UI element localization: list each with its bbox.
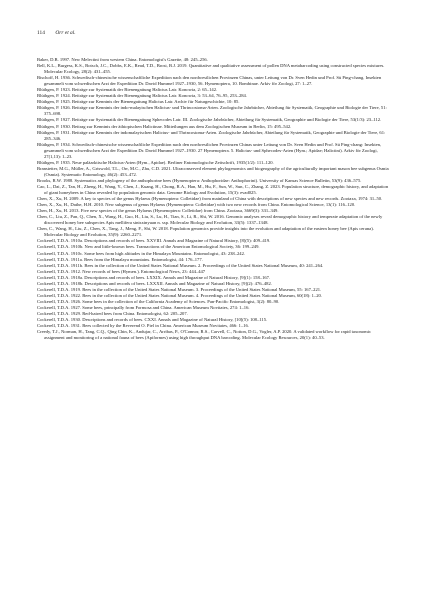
reference-entry: Blüthgen, P. 1924. Beiträge zur Systematik der Bienengattung Halictus Latr. Konowia, 3: 53–64, 76–95, 253–284. xyxy=(37,93,248,99)
reference-entry: Cao, L., Dai, Z., Tan, H., Zheng, H., Wang, Y., Chen, J., Kuang, H., Chong, R.A., Han, M., Hu, F., Sun, W., Sun, C., Zhang, Z. 2023. Population structure, demographic history, and adaptation of giant honeybees in China revealed by population genomic data. Genome Biology and Evolution, 15(3): evad025. xyxy=(37,183,389,196)
reference-entry: Cockerell, T.D.A. 1911b. Bees in the collection of the United States National Museum. 2. Proceedings of the United States National Museum, 40: 241–264. xyxy=(37,262,324,268)
reference-entry: Chen, X., Xu, H. 2009. A key to species of the genus Hylaeus (Hymenoptera: Colletidae) from mainland of China with descriptions of new species and new records. Zootaxa, 1974: 31–50. xyxy=(37,196,383,202)
reference-entry: Cockerell, T.D.A. 1931. Bees collected by the Reverend O. Piel in China. American Museum Novitates, 466: 1–16. xyxy=(37,323,249,329)
reference-entry: Cockerell, T.D.A. 1929. Red-haired bees from China. Entomologist, 62: 205–207. xyxy=(37,310,188,316)
reference-list xyxy=(37,57,392,341)
reference-entry: Cockerell, T.D.A. 1910c. Some bees from high altitudes in the Himalaya Mountains. Entomologist, 43: 238–242. xyxy=(37,250,246,256)
reference-entry: Baker, D.B. 1997. New Melectini from western China. Entomologist's Gazette, 48: 245–256. xyxy=(37,57,208,62)
reference-entry: Cockerell, T.D.A. 1926. Some bees in the collection of the California Academy of Sciences. Pan-Pacific Entomologist, 3(2): 80–90. xyxy=(37,298,280,304)
reference-entry: Cockerell, T.D.A. 1918b. Descriptions and records of bees. LXXXII. Annals and Magazine of Natural History, [9](2): 476–482. xyxy=(37,280,272,286)
reference-entry: Chen, C., Wang, H., Liu, Z., Chen, X., Tang, J., Meng, F., Shi, W. 2018. Population genomics provide insights into the evolution and adaptation of the eastern honey bee (Apis cerana). Molecular Biology and Evolution, 35(9): 2260–2271. xyxy=(37,226,374,238)
reference-entry: Bell, K.L., Burgess, K.S., Botsch, J.C., Dobbs, E.K., Read, T.D., Brosi, B.J. 2019. Quantitative and qualitative assessment of pollen DNA metabarcoding using constructed species mixtures. Molecular Ecology, 28(2): 431–455. xyxy=(37,63,385,75)
reference-entry: Blüthgen, P. 1931. Beiträge zur Kenntnis der indomalayischen Halictus- und Thrincostoma-Arten. Zoologische Jahrbücher, Abteilung für Systematik, Geographie und Biologie der Tiere, 61: 285–346. xyxy=(37,129,386,141)
reference-entry: Cockerell, T.D.A. 1919. Bees in the collection of the United States National Museum. 3. Proceedings of the United States National Museum, 55: 167–221. xyxy=(37,286,322,292)
reference-entry: Chen, X., Xu, H., Dathe, H.H. 2010. New subgenus of genus Hylaeus (Hymenoptera: Colletidae) with two new records from China. Entomological Science, 13(1): 116–120. xyxy=(37,202,356,208)
reference-entry: Blüthgen, P. 1930. Beitrag zur Kenntnis der äthiopischen Halictinae. Mitteilungen aus dem Zoologischen Museum in Berlin, 15: 495–542. xyxy=(37,123,292,129)
reference-entry: Cockerell, T.D.A. 1910a. Descriptions and records of bees. XXVIII. Annals and Magazine of Natural History, [8](5): 409–419. xyxy=(37,238,271,244)
reference-entry: Cockerell, T.D.A. 1912. New records of bees (Hymen.). Entomological News, 23: 444–447 xyxy=(37,268,206,274)
running-head: Orr et al. xyxy=(55,30,76,36)
reference-entry: Creedy, T.J., Norman, H., Tang, C.Q., Qing Chin, K., Andujar, C., Arribas, P., O'Connor, R.S., Carvell, C., Notton, D.G., Vogler, A.P. 2020. A validated workflow for rapid taxonomic assignment and monitoring of a national fauna of bees (Apiformes) using high throughput DNA barcoding. Molecular Ecology Resources, 20(1): 40–53. xyxy=(37,329,372,341)
page-number: 114 xyxy=(37,30,45,36)
reference-entry: Bischoff, H. 1936. Schwedisch-chinesische wissenschaftliche Expedition nach den nordwestlichen Provinzen Chinas, unter Leitung von Dr. Sven Hedin und Prof. Sü Ping-chang. Insekten gesammelt vom schwedischen Arzt der Expedition Dr. David Hummel 1927–1930, 56. Hymenoptera, 10. Bombinae. Arkiv för Zoologi, 27: 1–27. xyxy=(37,75,382,87)
reference-entry: Branstetter, M.G., Müller, A., Griswold, T.L., Orr, M.C., Zhu, C.D. 2021. Ultraconserved element phylogenomics and biogeography of the agriculturally important mason bee subgenus Osmia (Osmia). Systematic Entomology, 46(2): 453–472. xyxy=(37,165,389,177)
reference-entry: Cockerell, T.D.A. 1927. Some bees, principally from Formosa and China. American Museum Novitates, 274: 1–16. xyxy=(37,304,250,310)
reference-entry: Blüthgen, P. 1927. Beiträge zur Systematik der Bienengattung Sphecodes Latr. III. Zoologische Jahrbücher, Abteilung für Systematik, Geographie und Biologie der Tiere, 53(1/3): 23–112. xyxy=(37,117,382,123)
reference-entry: Blüthgen, P. 1923. Beiträge zur Systematik der Bienengattung Halictus Latr. Konowia, 2: 65–142. xyxy=(37,87,218,93)
reference-entry: Chen, H., Xu, H. 2013. Five new species of the genus Hylaeus (Hymenoptera: Colletidae) from China. Zootaxa, 3669(3): 331–349. xyxy=(37,208,279,214)
reference-entry: Cockerell, T.D.A. 1922. Bees in the collection of the United States National Museum. 4. Proceedings of the United States National Museum, 60(18): 1–20. xyxy=(37,292,322,298)
reference-entry: Cockerell, T.D.A. 1930. Descriptions and records of bees. CXXI. Annals and Magazine of Natural History, [10](5): 108–115. xyxy=(37,317,268,323)
reference-entry: Blüthgen, P. 1935. Neue paläarktische Halictus-Arten (Hym., Apidae). Berliner Entomologische Zeitschrift, 1935(1/2): 111–120. xyxy=(37,159,274,165)
reference-entry: Blüthgen, P. 1926. Beiträge zur Kenntnis der indo-malayischen Halictus- und Thrincostoma-Arten. Zoologische Jahrbücher, Abteilung für Systematik, Geographie und Biologie der Tiere, 51: 375–698. xyxy=(37,105,387,117)
reference-entry: Blüthgen, P. 1934. Schwedisch-chinesische wissenschaftliche Expedition nach den nordwestlichen Provinzen Chinas unter Leitung von Dr. Sven Hedin und Prof. Sü Ping-chang: Insekten, gesammelt vom schwedischen Arzt der Expedition Dr. David Hummel 1927–1930. 27 Hymenoptera. 5. Halictus- und Sphecodes-Arten (Hym.; Apidae; Halictini). Arkiv för Zoologi, 27(1,13): 1–23. xyxy=(37,141,382,159)
reference-entry: Cockerell, T.D.A. 1911a. Bees from the Himalaya mountains. Entomologist, 44: 176–177. xyxy=(37,256,203,262)
reference-entry: Cockerell, T.D.A. 1918a. Descriptions and records of bees. LXXIX. Annals and Magazine of Natural History, [9](1): 158–167. xyxy=(37,274,271,280)
page-header xyxy=(37,30,76,36)
reference-entry: Cockerell, T.D.A. 1910b. New and little-known bees. Transactions of the American Entomological Society, 36: 199–249. xyxy=(37,244,260,250)
reference-entry: Brooks, R.W. 1988. Systematics and phylogeny of the anthophorine bees (Hymenoptera: Anthophoridae: Anthophorini). University of Kansas Science Bulletin, 53(9): 436–575. xyxy=(37,177,362,183)
reference-entry: Chen, C., Liu, Z., Pan, Q., Chen, X., Wang, H., Guo, H., Liu, S., Lu, H., Tian, S., Li, R., Shi, W. 2016. Genomic analyses reveal demographic history and temperate adaptation of the newly discovered honey bee subspecies Apis mellifera sinisxinyuan n. ssp. Molecular Biology and Evolution, 33(5): 1337–1348. xyxy=(37,214,383,226)
reference-entry: Blüthgen, P. 1925. Beiträge zur Kenntnis der Bienengattung Halictus Latr. Archiv für Naturgeschichte, 10: 85. xyxy=(37,99,240,105)
